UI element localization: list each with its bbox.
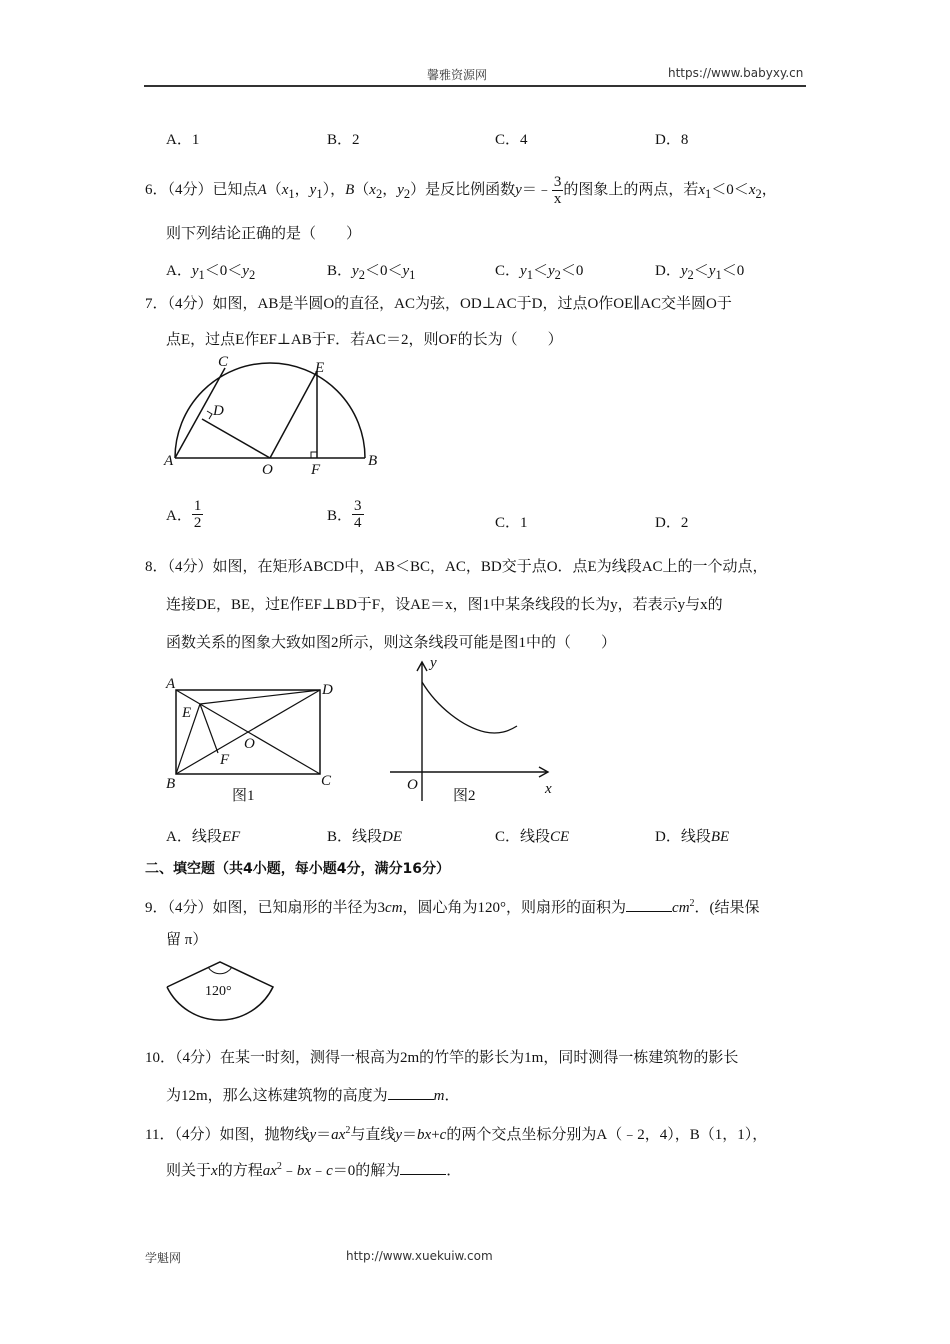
q7-option-b: B． $\frac{3}{4}$ [327,498,362,531]
semicircle-arc [175,363,365,458]
fig2-caption: 图2 [453,788,476,804]
q7-option-d: D．2 [655,515,689,531]
label-o: O [262,462,273,478]
q11-line2: 则关于x的方程$ax^2﹣bx﹣c=0$的解为 ． [166,1161,462,1179]
label-c: C [321,773,332,789]
label-a: A [164,453,174,469]
angle-label: 120° [205,984,232,999]
header-site-url[interactable]: https://www.babyxy.cn [668,66,804,80]
q5-option-b: B．2 [327,132,360,148]
q8-fig2-graph [385,655,560,805]
q8-line1: 8．（4分）如图，在矩形ABCD中，AB＜BC，AC，BD交于点O．点E为线段AC上的一个动点， [145,559,768,575]
right-angle-f [311,452,317,458]
q9-line2: 留 π） [166,932,208,948]
label-f: F [311,462,321,478]
label-x: x [545,781,552,797]
q7-line1: 7．（4分）如图，AB是半圆O的直径，AC为弦，OD⊥AC于D，过点O作OE∥AC交半圆O于 [145,296,732,312]
q9-sector-figure [160,955,290,1030]
q7-line2: 点E，过点E作EF⊥AB于F．若AC＝2，则OF的长为（ ） [166,332,563,348]
label-a: A [166,676,176,692]
label-b: B [166,776,176,792]
q11-answer-blank[interactable] [400,1160,446,1175]
q10-line1: 10．（4分）在某一时刻，测得一根高为2m的竹竿的影长为1m，同时测得一栋建筑物的影长 [145,1050,739,1066]
section-2-title: 二、填空题（共4小题，每小题4分，满分16分） [145,861,450,877]
q6-option-a: A．$y_1<0<y_2$ [166,263,256,282]
q8-line2: 连接DE，BE，过E作EF⊥BD于F，设AE＝x，图1中某条线段的长为y，若表示y与x的 [166,597,723,613]
label-y: y [430,655,437,671]
q9-line1: 9．（4分）如图，已知扇形的半径为3cm，圆心角为120°，则扇形的面积为 $cm^2$．(结果保 [145,898,760,916]
q6-line2: 则下列结论正确的是（ ） [166,226,362,242]
function-curve [422,682,517,733]
label-e: E [315,360,325,376]
q8-option-d: D．线段BE [655,829,730,845]
q7-option-a: A． $\frac{1}{2}$ [166,498,202,531]
fig1-caption: 图1 [232,788,255,804]
q5-option-c: C．4 [495,132,528,148]
label-d: D [213,403,224,419]
q8-option-b: B．线段DE [327,829,403,845]
label-b: B [368,453,378,469]
segment-oe [270,371,317,458]
q10-line2: 为12m，那么这栋建筑物的高度为 m． [166,1085,460,1106]
label-e: E [182,705,192,721]
label-o: O [244,736,255,752]
q6-option-c: C．$y_1<y_2<0$ [495,263,584,282]
q5-option-d: D．8 [655,132,689,148]
angle-arc [208,967,232,974]
label-d: D [322,682,333,698]
q7-option-c: C．1 [495,515,528,531]
q6-line1: 6．（4分）已知点$A(x_1$，$y_1$），$B(x_2$，$y_2$）是反比例函数y＝﹣ $\frac{3}{x}$ 的图象上的两点，若$x_1<0<x_2$， [145,174,777,207]
q9-answer-blank[interactable] [626,897,672,912]
segment-od [202,419,270,458]
q6-fraction: $\frac{3}{x}$ [553,174,562,207]
footer-site-url[interactable]: http://www.xuekuiw.com [346,1249,493,1263]
q6-option-b: B．$y_2<0<y_1$ [327,263,416,282]
segment-ef [200,704,218,753]
q8-fig1-rectangle [160,674,345,804]
header-divider [144,85,806,87]
q5-option-a: A．1 [166,132,200,148]
q8-option-c: C．线段CE [495,829,570,845]
label-c: C [218,355,229,370]
segment-de [200,690,320,704]
right-angle-d [207,411,212,419]
q8-line3: 函数关系的图象大致如图2所示，则这条线段可能是图1中的（ ） [166,635,617,651]
q11-line1: 11．（4分）如图，抛物线$y=ax^2$与直线y＝bx+c的两个交点坐标分别为A（﹣2，4），B（1，1）， [145,1125,768,1143]
q10-answer-blank[interactable] [388,1085,434,1100]
footer-site-name: 学魁网 [145,1251,182,1265]
q8-option-a: A．线段EF [166,829,241,845]
header-site-name: 馨雅资源网 [427,68,488,82]
q7-semicircle-figure [160,355,385,480]
label-o: O [407,777,418,793]
q6-option-d: D．$y_2<y_1<0$ [655,263,745,282]
label-f: F [220,752,230,768]
